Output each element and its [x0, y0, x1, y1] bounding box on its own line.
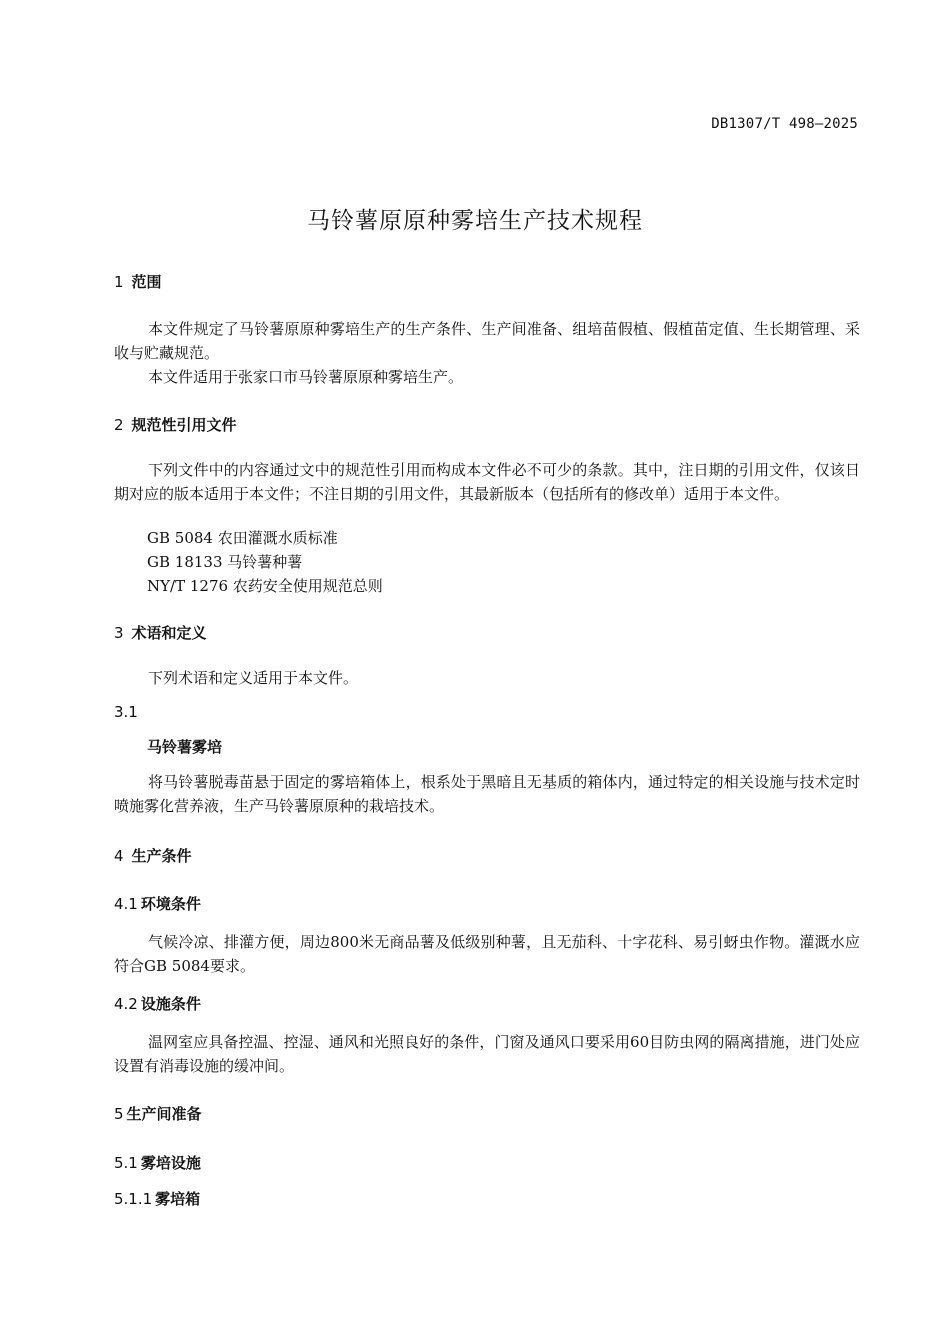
normative-reference: NY/T 1276 农药安全使用规范总则: [147, 577, 383, 595]
section-number: 1: [114, 273, 124, 291]
clause-number-3-1: 3.1: [114, 703, 138, 721]
section-number: 4.2: [114, 995, 138, 1013]
subsection-4-1-paragraph: 气候冷凉、排灌方便，周边800米无商品薯及低级别种薯，且无茄科、十字花科、易引蚜虫作物。灌溉水应符合GB 5084要求。: [114, 933, 860, 975]
section-2-paragraph-1: 下列文件中的内容通过文中的规范性引用而构成本文件必不可少的条款。其中，注日期的引用文件，仅该日期对应的版本适用于本文件；不注日期的引用文件，其最新版本（包括所有的修改单）适用于本文件。: [114, 461, 860, 503]
section-title: 雾培箱: [155, 1190, 201, 1208]
section-number: 3: [114, 624, 124, 642]
section-number: 4.1: [114, 895, 138, 913]
section-number: 5.1: [114, 1154, 138, 1172]
section-3-paragraph-1: 下列术语和定义适用于本文件。: [148, 669, 359, 687]
section-number: 5.1.1: [114, 1190, 153, 1208]
section-title: 术语和定义: [131, 624, 207, 642]
subsection-4-1-heading: [114, 893, 201, 914]
section-number: 5: [114, 1105, 124, 1123]
section-1-paragraph-1: 本文件规定了马铃薯原原种雾培生产的生产条件、生产间准备、组培苗假植、假植苗定值、生长期管理、采收与贮藏规范。: [114, 320, 860, 362]
section-title: 雾培设施: [140, 1154, 201, 1172]
section-2-heading: [114, 414, 237, 435]
normative-reference: GB 18133 马铃薯种薯: [147, 553, 303, 571]
section-number: 4: [114, 847, 124, 865]
section-title: 生产条件: [131, 847, 192, 865]
section-3-heading: [114, 622, 207, 643]
normative-reference: GB 5084 农田灌溉水质标准: [147, 529, 338, 547]
section-4-heading: [114, 845, 192, 866]
section-number: 2: [114, 416, 124, 434]
subsection-4-2-heading: [114, 993, 201, 1014]
section-title: 范围: [131, 273, 162, 291]
subsection-4-2-paragraph: 温网室应具备控温、控湿、通风和光照良好的条件，门窗及通风口要采用60目防虫网的隔离措施，进门处应设置有消毒设施的缓冲间。: [114, 1033, 860, 1075]
document-title: 马铃薯原原种雾培生产技术规程: [307, 208, 643, 234]
subsection-5-1-heading: [114, 1152, 201, 1173]
section-1-paragraph-2: 本文件适用于张家口市马铃薯原原种雾培生产。: [148, 368, 464, 386]
subsection-5-1-1-heading: [114, 1188, 200, 1209]
section-title: 生产间准备: [126, 1105, 202, 1123]
term-definition: 将马铃薯脱毒苗悬于固定的雾培箱体上，根系处于黑暗且无基质的箱体内，通过特定的相关设施与技术定时喷施雾化营养液，生产马铃薯原原种的栽培技术。: [114, 773, 860, 815]
section-title: 规范性引用文件: [131, 416, 237, 434]
section-1-heading: [114, 271, 162, 292]
term-name: 马铃薯雾培: [147, 738, 223, 756]
section-5-heading: [114, 1103, 202, 1124]
section-title: 设施条件: [140, 995, 201, 1013]
standard-code: DB1307/T 498—2025: [711, 116, 858, 132]
section-title: 环境条件: [140, 895, 201, 913]
